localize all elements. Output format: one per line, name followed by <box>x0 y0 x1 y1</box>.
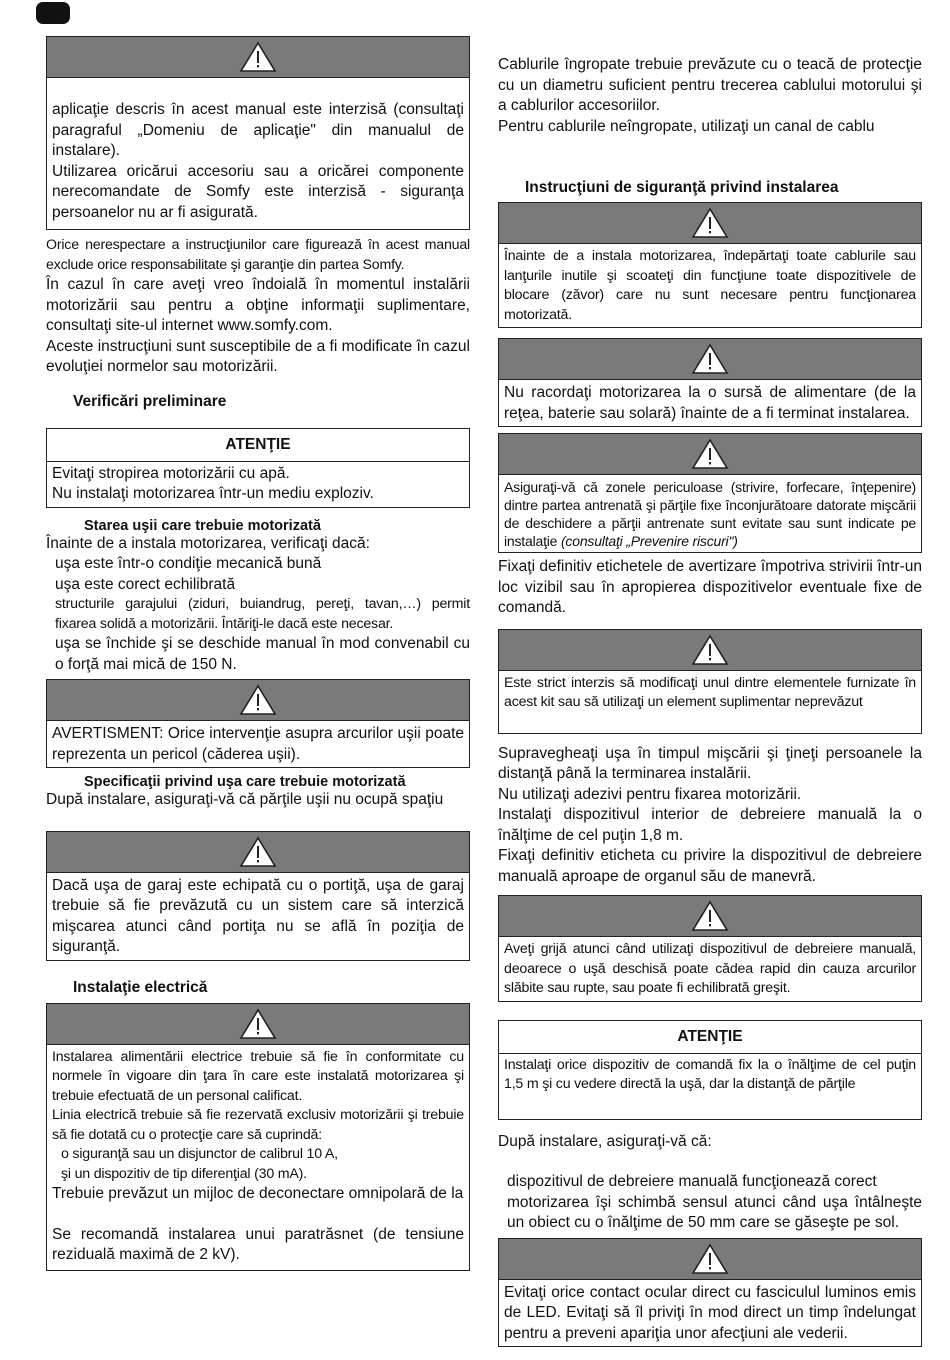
warning-band <box>47 37 469 78</box>
page-tab-marker <box>36 2 70 24</box>
list-item: uşa este într-o condiţie mecanică bună <box>55 555 322 572</box>
labels-paragraph: Fixaţi definitiv etichetele de avertizare împotriva strivirii într-un loc vizibil sau în apropierea dispozitivelor eventuale fixe de comandă. <box>498 558 922 616</box>
warning-text: Aveţi grijă atunci când utilizaţi dispozitivul de debreiere manuală, deoarece o uşă deschisă poate cădea rapid din cauza arcurilor slăbite sau rupte, sau poate fi echilibrată greşit. <box>504 941 916 996</box>
warning-text: Dacă uşa de garaj este echipată cu o portiţă, uşa de garaj trebuie să fie prevăzută cu un sistem care să interzică mişcarea atunci când portiţa nu se află în poziţia de siguranţă. <box>52 876 464 955</box>
list-item: structurile garajului (ziduri, buiandrug, pereţi, tavan,…) permit fixarea solidă a motorizării. Întăriţi-le dacă este necesar. <box>55 596 470 632</box>
warning-triangle-icon <box>691 438 729 470</box>
warning-text <box>504 478 916 550</box>
warning-band <box>47 832 469 873</box>
warning-triangle-icon <box>691 207 729 239</box>
warning-band <box>499 203 921 244</box>
attention-line: Evitaţi stropirea motorizării cu apă. <box>52 464 290 482</box>
warning-box-led <box>498 1238 922 1348</box>
list-item: şi un dispozitiv de tip diferenţial (30 mA). <box>61 1165 307 1182</box>
section-heading-door-spec: Specificaţii privind uşa care trebuie motorizată <box>84 774 406 790</box>
attention-line: Nu instalaţi motorizarea într-un mediu exploziv. <box>52 485 374 502</box>
warning-box-electrical <box>46 1003 470 1271</box>
section-heading-safety: Instrucţiuni de siguranţă privind instalarea <box>525 179 839 196</box>
warning-band <box>499 339 921 380</box>
warning-text: Nu racordaţi motorizarea la o sursă de alimentare (de la reţea, baterie sau solară) înainte de a fi terminat instalarea. <box>504 384 916 422</box>
warning-band <box>499 434 921 475</box>
warning-triangle-icon <box>239 1008 277 1040</box>
warning-text: Evitaţi orice contact ocular direct cu fasciculul luminos emis de LED. Evitaţi să îl priviţi în mod direct un timp îndelungat pentru a preveni apariţia unor afecţiuni ale vederii. <box>504 1283 916 1342</box>
supervise-paragraph: Fixaţi definitiv eticheta cu privire la dispozitivul de debreiere manuală aproape de organul său de manevră. <box>498 847 922 885</box>
supervise-paragraph: Supravegheaţi uşa în timpul mişcării şi ţineţi persoanele la distanţă până la terminarea instalării. <box>498 744 922 782</box>
left-column <box>46 36 470 1271</box>
attention-line: Instalaţi orice dispozitiv de comandă fix la o înălţime de cel puţin 1,5 m şi cu vedere directă la uşă, dar la distanţă de părţile <box>504 1056 916 1092</box>
warning-text: Trebuie prevăzut un mijloc de deconectare omnipolară de la <box>52 1185 464 1202</box>
warning-text-main: Asiguraţi-vă că zonele periculoase (strivire, forfecare, înţepenire) dintre partea antrenată şi părţile fixe înconjurătoare datorate mişcării de deschidere a părţii antrenate sunt evitate sau sunt indicate pe instalaţie <box>504 479 916 549</box>
warning-triangle-icon <box>691 634 729 666</box>
attention-box-water <box>46 428 470 508</box>
attention-title: ATENŢIE <box>47 429 469 462</box>
cable-paragraph: Cablurile îngropate trebuie prevăzute cu o teacă de protecţie cu un diametru suficient pentru trecerea cablului motorului şi a cablurilor accesoriilor. <box>498 56 922 114</box>
list-item: dispozitivul de debreiere manuală funcţionează corect <box>507 1173 877 1190</box>
list-item: uşa se închide şi se deschide manual în mod convenabil cu o forţă mai mică de 150 N. <box>55 635 470 673</box>
warning-box-modify <box>498 629 922 734</box>
warning-band <box>47 1004 469 1045</box>
warning-band <box>499 1239 921 1280</box>
warning-text: Utilizarea oricărui accesoriu sau a oricărei componente nerecomandate de Somfy este interzisă - siguranţa persoanelor nu ar fi asigurată. <box>52 162 464 221</box>
attention-title: ATENŢIE <box>499 1021 921 1054</box>
intro-paragraph: Aceste instrucţiuni sunt susceptibile de a fi modificate în cazul evoluţiei normelor sau motorizării. <box>46 337 470 375</box>
warning-band <box>47 680 469 721</box>
cable-paragraph: Pentru cablurile neîngropate, utilizaţi un canal de cablu <box>498 117 875 135</box>
list-item: motorizarea îşi schimbă sensul atunci când uşa întâlneşte un obiect cu o înălţime de 50 mm care se găseşte pe sol. <box>507 1193 922 1231</box>
warning-text: Instalarea alimentării electrice trebuie să fie în conformitate cu normele în vigoare din ţara în care este instalată motorizarea şi trebuie efectuată de un personal calificat. <box>52 1048 464 1104</box>
section-heading-prelim: Verificări preliminare <box>73 392 227 410</box>
warning-triangle-icon <box>239 684 277 716</box>
door-spec-text: După instalare, asiguraţi-vă că părţile uşii nu ocupă spaţiu <box>46 791 444 808</box>
list-item: o siguranţă sau un disjunctor de calibrul 10 A, <box>61 1146 338 1162</box>
supervise-paragraph: Nu utilizaţi adezivi pentru fixarea motorizării. <box>498 785 802 803</box>
warning-text: Înainte de a instala motorizarea, îndepărtaţi toate cablurile sau lanţurile inutile şi scoateţi din funcţiune toate dispozitivele de blocare (zăvor) care nu sunt necesare pentru funcţionarea motorizată. <box>504 248 916 323</box>
warning-text: Este strict interzis să modificaţi unul dintre elementele furnizate în acest kit sau să utilizaţi un element suplimentar neprevăzut <box>504 674 916 710</box>
warning-box-cables <box>498 202 922 328</box>
attention-box-controls <box>498 1020 922 1120</box>
warning-box-springs <box>46 679 470 768</box>
warning-box-danger-zones <box>498 433 922 553</box>
warning-box-application <box>46 36 470 230</box>
intro-paragraph: Orice nerespectare a instrucţiunilor care figurează în acest manual exclude orice responsabilitate şi garanţie din partea Somfy. <box>46 237 470 273</box>
warning-text: Se recomandă instalarea unui paratrăsnet (de tensiune reziduală maximă de 2 kV). <box>52 1225 464 1263</box>
intro-paragraph: În cazul în care aveţi vreo îndoială în momentul instalării motorizării sau pentru a obţine informaţii suplimentare, consultaţi site-ul internet www.somfy.com. <box>46 276 470 334</box>
list-item: uşa este corect echilibrată <box>55 575 236 593</box>
warning-text-reference: (consultaţi „Prevenire riscuri") <box>560 533 738 549</box>
warning-box-manual-release <box>498 895 922 1002</box>
warning-text: aplicaţie descris în acest manual este interzisă (consultaţi paragraful „Domeniu de aplicaţie" din manualul de instalare). <box>52 101 464 159</box>
warning-triangle-icon <box>691 900 729 932</box>
warning-triangle-icon <box>239 41 277 73</box>
warning-text: AVERTISMENT: Orice intervenţie asupra arcurilor uşii poate reprezenta un pericol (căderea uşii). <box>52 725 464 763</box>
section-heading-door-state: Starea uşii care trebuie motorizată <box>84 517 321 534</box>
section-heading-electrical: Instalaţie electrică <box>73 978 208 996</box>
warning-box-power <box>498 338 922 427</box>
warning-triangle-icon <box>691 1243 729 1275</box>
after-install-intro: După instalare, asiguraţi-vă că: <box>498 1132 712 1150</box>
door-state-intro: Înainte de a instala motorizarea, verificaţi dacă: <box>46 534 370 552</box>
warning-band <box>499 630 921 671</box>
warning-triangle-icon <box>691 343 729 375</box>
supervise-paragraph: Instalaţi dispozitivul interior de debreiere manuală la o înălţime de cel puţin 1,8 m. <box>498 806 922 844</box>
warning-box-wicket <box>46 831 470 961</box>
warning-text: Linia electrică trebuie să fie rezervată exclusiv motorizării şi trebuie să fie dotată cu o protecţie care să cuprindă: <box>52 1107 464 1143</box>
warning-band <box>499 896 921 937</box>
warning-triangle-icon <box>239 836 277 868</box>
right-column <box>498 55 922 1347</box>
